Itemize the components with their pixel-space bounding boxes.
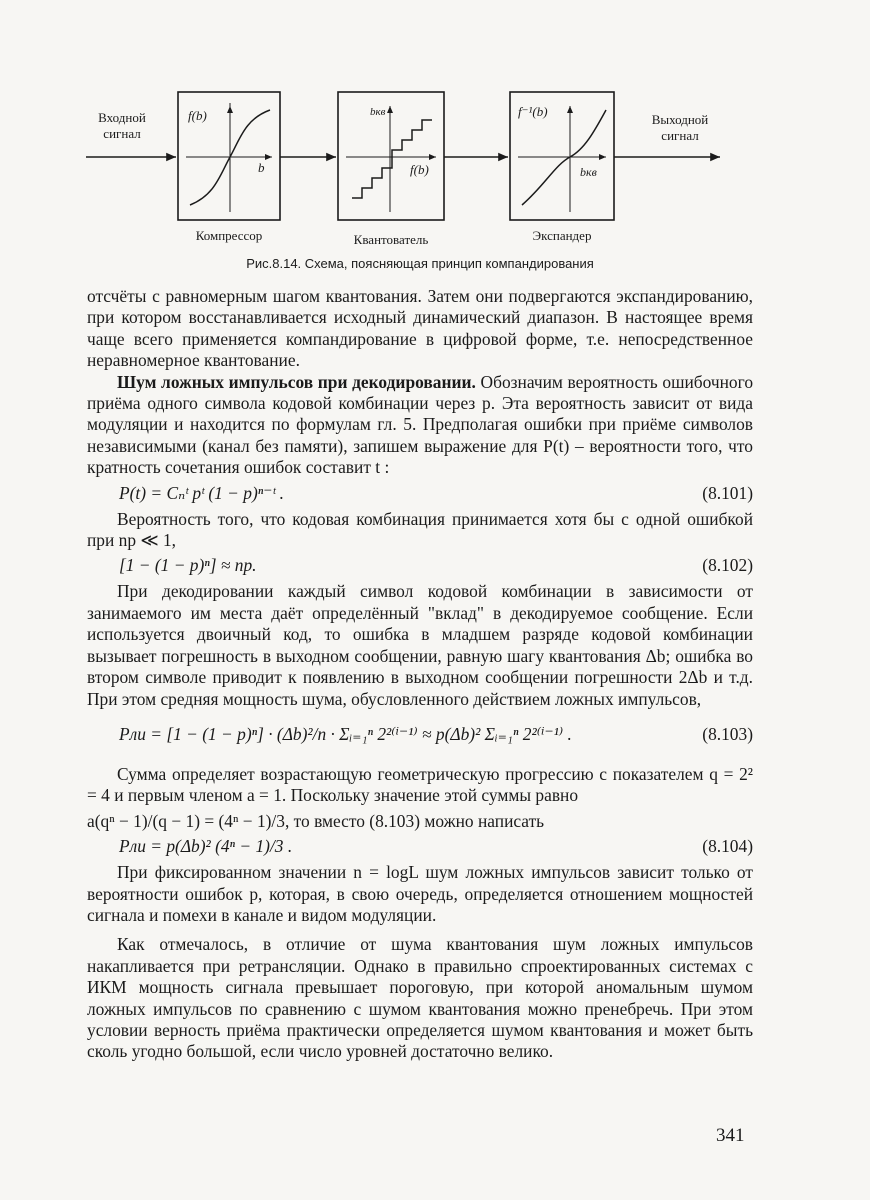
paragraph-2-text: Обозначим вероятность ошибочного приёма одного символа кодовой комбинации через p. Эта вероятность зависит от вида модуляции и находится по формулам гл. 5. Предполагая ошибки при приёме символов независимыми (канал без памяти), запишем выражение для P(t) – вероятности того, что кратность сочетания ошибок составит t : <box>87 371 754 478</box>
compressor-label: Компрессор <box>195 228 263 243</box>
section-heading: Шум ложных импульсов при декодировании. <box>117 371 476 392</box>
equation-8-101-number: (8.101) <box>702 482 753 503</box>
equation-8-103-number: (8.103) <box>702 723 753 744</box>
compressor-y-axis-label: f(b) <box>188 108 207 123</box>
expander-label: Экспандер <box>532 228 592 243</box>
compander-figure <box>0 0 870 300</box>
equation-8-102 <box>87 555 753 577</box>
paragraph-5-tail: a(qⁿ − 1)/(q − 1) = (4ⁿ − 1)/3, то вместо (8.103) можно написать <box>87 810 545 831</box>
equation-8-103-formula: Pли = [1 − (1 − p)ⁿ] · (Δb)²/n · Σᵢ₌₁ⁿ 2²⁽ⁱ⁻¹⁾ ≈ p(Δb)² Σᵢ₌₁ⁿ 2²⁽ⁱ⁻¹⁾ . <box>119 723 572 744</box>
paragraph-7: Как отмечалось, в отличие от шума квантования шум ложных импульсов накапливается при ретрансляции. Однако в правильно спроектированных системах с ИКМ мощность сигнала превышает пороговую, при которой аномальным шумом ложных импульсов по сравнению с шумом квантования можно пренебречь. При этом условии верность приёма практически определяется шумом квантования и может быть сколь угодно большой, если число уровней достаточно велико. <box>87 934 753 1062</box>
paragraph-1: отсчёты с равномерным шагом квантования. Затем они подвергаются экспандированию, при котором восстанавливается исходный динамический диапазон. В настоящее время чаще всего применяется компандирование в цифровой форме, т.е. непосредственное неравномерное квантование. <box>87 286 753 371</box>
equation-8-103 <box>87 714 753 760</box>
paragraph-5: Сумма определяет возрастающую геометрическую прогрессию с показателем q = 2² = 4 и первым членом a = 1. Поскольку значение этой суммы равно <box>87 763 753 806</box>
paragraph-6: При фиксированном значении n = logL шум ложных импульсов зависит только от вероятности ошибок p, которая, в свою очередь, определяется отношением мощностей сигнала и помехи в канале и видом модуляции. <box>87 862 753 925</box>
equation-8-104 <box>87 836 753 858</box>
page-number: 341 <box>716 1125 745 1146</box>
equation-8-104-formula: Pли = p(Δb)² (4ⁿ − 1)/3 . <box>119 836 293 857</box>
paragraph-3: Вероятность того, что кодовая комбинация принимается хотя бы с одной ошибкой при np ≪ 1, <box>87 508 753 551</box>
equation-8-102-number: (8.102) <box>702 555 753 576</box>
paragraph-4: При декодировании каждый символ кодовой комбинации в зависимости от занимаемого им места даёт определённый "вклад" в декодируемое сообщение. Если используется двоичный код, то ошибка в младшем разряде кодовой комбинации вызывает погрешность в выходном сообщении, равную шагу квантования Δb; ошибка во втором символе приводит к появлению в выходном сообщении погрешности 2Δb и т.д. При этом средняя мощность шума, обусловленного действием ложных импульсов, <box>87 581 753 709</box>
equation-8-104-number: (8.104) <box>702 836 753 857</box>
expander-y-axis-label: f⁻¹(b) <box>518 104 548 119</box>
quantizer-x-axis-label: f(b) <box>410 162 429 177</box>
quantizer-staircase <box>352 120 432 198</box>
quantizer-block <box>338 92 444 220</box>
paragraph-2 <box>87 372 753 479</box>
body-text <box>87 286 753 1063</box>
input-signal-label: Входной сигнал <box>98 110 146 141</box>
figure-caption: Рис.8.14. Схема, поясняющая принцип компандирования <box>246 256 594 271</box>
compressor-x-axis-label: b <box>258 160 265 175</box>
expander-x-axis-label: bкв <box>580 165 597 179</box>
equation-8-101 <box>87 483 753 505</box>
equation-8-101-formula: P(t) = Cₙᵗ pᵗ (1 − p)ⁿ⁻ᵗ . <box>119 482 285 503</box>
output-signal-label: Выходной сигнал <box>651 112 709 143</box>
quantizer-y-axis-label: bкв <box>370 106 386 118</box>
quantizer-label: Квантователь <box>353 232 429 247</box>
equation-8-102-formula: [1 − (1 − p)ⁿ] ≈ np. <box>119 555 257 576</box>
